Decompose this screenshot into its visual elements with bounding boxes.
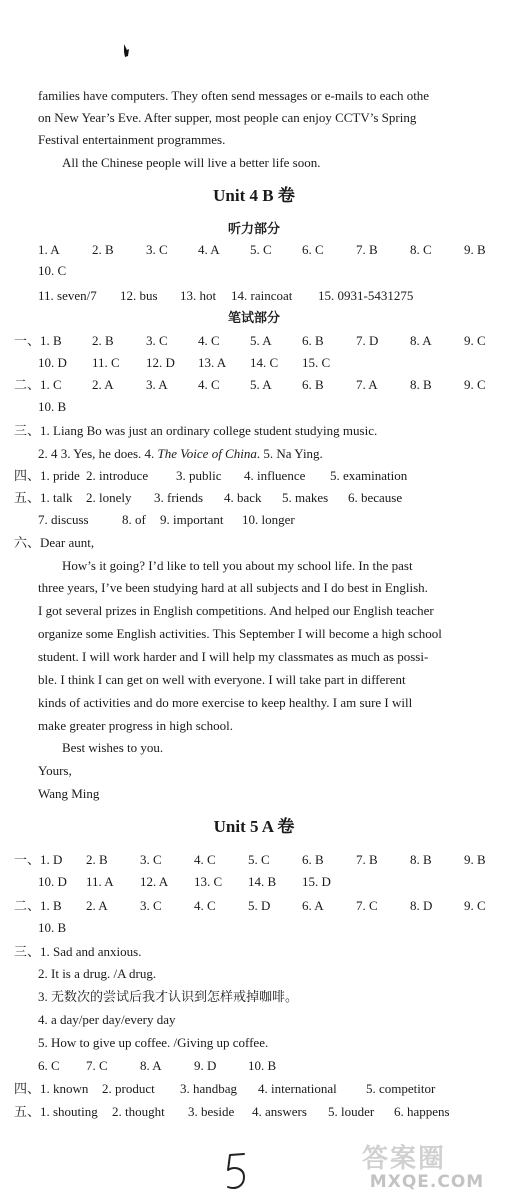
answer: 10. longer [242, 512, 295, 527]
answer: 4. C [198, 333, 220, 348]
answer: 8. B [410, 852, 432, 867]
text-line: families have computers. They often send messages or e-mails to each othe [38, 88, 430, 103]
answer: 6. A [302, 898, 324, 913]
letter-closing: Best wishes to you. [62, 740, 164, 755]
answer: 3. C [146, 333, 168, 348]
answer: 4. back [224, 490, 262, 505]
watermark-logo: 答案圈 [362, 1144, 447, 1174]
answer-line: 三、1. Liang Bo was just an ordinary college student studying music. [14, 423, 378, 438]
answer: 二、1. B [14, 898, 62, 913]
answer-line: 4. a day/per day/every day [38, 1012, 176, 1027]
text-line: on New Year’s Eve. After supper, most people can enjoy CCTV’s Spring [38, 110, 417, 125]
answer: 7. B [356, 242, 378, 257]
answer: 9. C [464, 898, 486, 913]
answer: 9. D [194, 1058, 217, 1073]
answer: 5. louder [328, 1104, 375, 1119]
answer: 2. A [92, 377, 114, 392]
unit5-title: Unit 5 A 卷 [213, 817, 295, 836]
letter-line: ble. I think I can get on well with everyone. I will take part in different [38, 672, 406, 687]
page-number [218, 1150, 254, 1194]
letter-line: make greater progress in high school. [38, 718, 233, 733]
answer: 9. C [464, 333, 486, 348]
answer: 12. D [146, 355, 175, 370]
answer: 3. A [146, 377, 168, 392]
answer: 3. handbag [180, 1081, 238, 1096]
answer: 6. happens [394, 1104, 450, 1119]
answer: 6. B [302, 852, 324, 867]
ink-mark-icon [122, 44, 130, 58]
answer: 8. of [122, 512, 146, 527]
answer: 4. influence [244, 468, 306, 483]
answer: 7. B [356, 852, 378, 867]
answer: 7. discuss [38, 512, 89, 527]
answer-line: 5. How to give up coffee. /Giving up coffee. [38, 1035, 269, 1050]
letter-line: How’s it going? I’d like to tell you about my school life. In the past [62, 558, 413, 573]
answer: 2. B [92, 333, 114, 348]
answer: 13. A [198, 355, 227, 370]
answer: 5. makes [282, 490, 329, 505]
answer: 6. B [302, 377, 324, 392]
answer: 五、1. shouting [14, 1104, 98, 1119]
answer-text: 2. 4 3. Yes, he does. 4. [38, 446, 158, 461]
answer: 14. B [248, 874, 277, 889]
watermark-site: MXQE.COM [369, 1172, 485, 1192]
answer: 15. C [302, 355, 331, 370]
answer: 10. B [38, 920, 67, 935]
answer: 15. D [302, 874, 331, 889]
letter-line: organize some English activities. This September I will become a high school [38, 626, 442, 641]
answer: 12. A [140, 874, 169, 889]
answer: 7. C [86, 1058, 108, 1073]
answer: 3. C [140, 898, 162, 913]
answer: 7. D [356, 333, 379, 348]
answer: 2. introduce [86, 468, 149, 483]
answer: 4. C [198, 377, 220, 392]
answer: 五、1. talk [14, 490, 73, 505]
answer: 11. A [86, 874, 114, 889]
answer: 2. lonely [86, 490, 132, 505]
answer: 一、1. B [14, 333, 62, 348]
answer: 10. D [38, 355, 67, 370]
answer: 10. D [38, 874, 67, 889]
answer: 5. examination [330, 468, 408, 483]
answer: 四、1. known [14, 1081, 89, 1096]
answer: 12. bus [120, 288, 158, 303]
answer: 4. A [198, 242, 220, 257]
answer: 1. A [38, 242, 60, 257]
answer: 二、1. C [14, 377, 62, 392]
answer: 11. C [92, 355, 120, 370]
answer: 8. A [140, 1058, 162, 1073]
answer: 3. beside [188, 1104, 235, 1119]
program-title: The Voice of China [157, 446, 257, 461]
answer: 13. hot [180, 288, 217, 303]
answer: 9. B [464, 852, 486, 867]
answer: 5. C [248, 852, 270, 867]
watermark [350, 1136, 504, 1196]
unit4-title: Unit 4 B 卷 [213, 186, 295, 205]
answer-line: 2. It is a drug. /A drug. [38, 966, 157, 981]
answer: 15. 0931-5431275 [318, 288, 414, 303]
answer: 10. B [248, 1058, 277, 1073]
answer: 2. thought [112, 1104, 165, 1119]
answer-line: 三、1. Sad and anxious. [14, 944, 142, 959]
answer: 6. because [348, 490, 403, 505]
answer: 3. C [140, 852, 162, 867]
answer: 14. C [250, 355, 279, 370]
answer: 4. C [194, 852, 216, 867]
answer: 6. C [38, 1058, 60, 1073]
answer: 14. raincoat [231, 288, 293, 303]
answer: 7. A [356, 377, 378, 392]
answer-line: 3. 无数次的尝试后我才认识到怎样戒掉咖啡。 [38, 989, 299, 1004]
letter-line: I got several prizes in English competitions. And helped our English teacher [38, 603, 434, 618]
letter-line: kinds of activities and do more exercise to keep healthy. I am sure I will [38, 695, 413, 710]
answer: 4. answers [252, 1104, 307, 1119]
answer: 3. friends [154, 490, 204, 505]
answer: 4. C [194, 898, 216, 913]
answer: 11. seven/7 [38, 288, 97, 303]
letter-signature: Wang Ming [38, 786, 100, 801]
answer: 13. C [194, 874, 223, 889]
answer: 8. D [410, 898, 433, 913]
letter-line: student. I will work harder and I will help my classmates as much as possi- [38, 649, 429, 664]
answer: 6. C [302, 242, 324, 257]
answer: 5. A [250, 333, 272, 348]
letter-yours: Yours, [38, 763, 72, 778]
unit4-written-title: 笔试部分 [227, 311, 280, 326]
answer: 8. B [410, 377, 432, 392]
answer: 2. B [92, 242, 114, 257]
answer: 9. C [464, 377, 486, 392]
answer: 4. international [258, 1081, 337, 1096]
unit4-listening-title: 听力部分 [227, 222, 280, 237]
answer: 一、1. D [14, 852, 63, 867]
answer: 5. A [250, 377, 272, 392]
answer: 9. B [464, 242, 486, 257]
answer: 10. C [38, 263, 67, 278]
text-line: Festival entertainment programmes. [38, 132, 226, 147]
answer: 5. competitor [366, 1081, 436, 1096]
answer-text: . 5. Na Ying. [256, 446, 323, 461]
answer: 5. D [248, 898, 271, 913]
answer: 8. C [410, 242, 432, 257]
answer: 四、1. pride [14, 468, 80, 483]
answer: 3. public [176, 468, 222, 483]
letter-greeting: 六、Dear aunt, [14, 535, 95, 550]
answer: 7. C [356, 898, 378, 913]
answer-line [38, 446, 323, 462]
answer: 6. B [302, 333, 324, 348]
answer: 3. C [146, 242, 168, 257]
answer: 2. product [102, 1081, 155, 1096]
text-line: All the Chinese people will live a better life soon. [62, 155, 321, 170]
answer: 8. A [410, 333, 432, 348]
answer: 10. B [38, 399, 67, 414]
letter-line: three years, I’ve been studying hard at all subjects and I do best in English. [38, 580, 428, 595]
answer: 5. C [250, 242, 272, 257]
answer: 2. B [86, 852, 108, 867]
answer: 2. A [86, 898, 108, 913]
answer: 9. important [160, 512, 224, 527]
